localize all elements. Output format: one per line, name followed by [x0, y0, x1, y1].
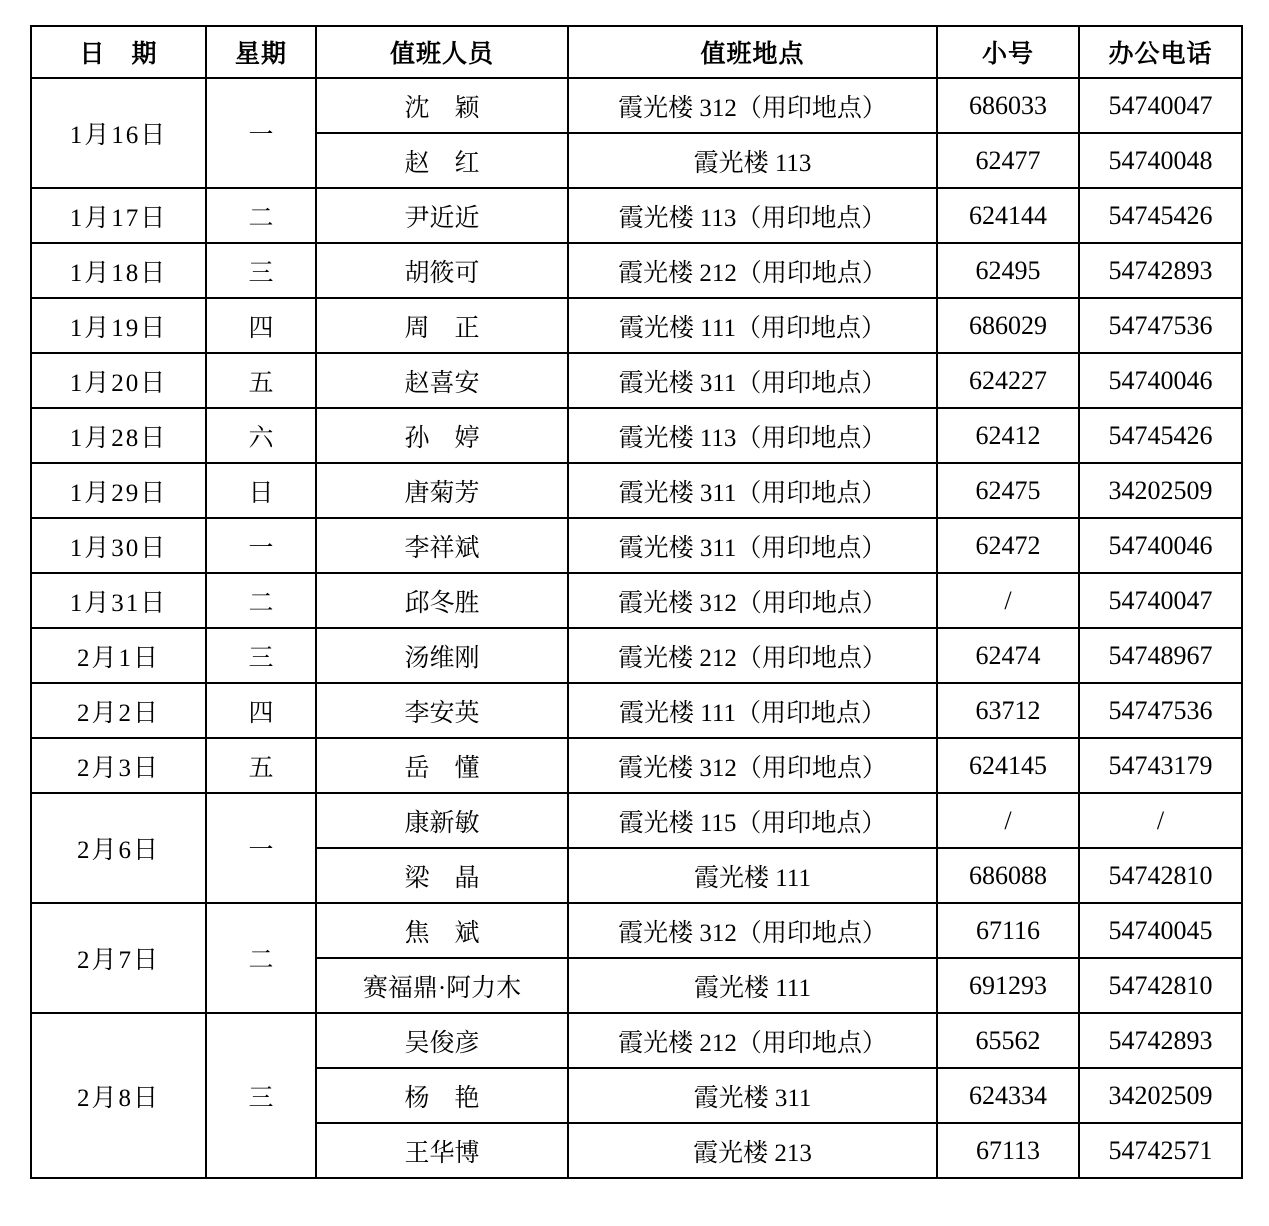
date-cell: 2月1日 — [31, 628, 206, 683]
location-cell: 霞光楼 212（用印地点） — [568, 1013, 937, 1068]
person-cell: 汤维刚 — [316, 628, 568, 683]
extension-cell: 624227 — [937, 353, 1079, 408]
extension-cell: 686029 — [937, 298, 1079, 353]
office-phone-cell: 54742810 — [1079, 848, 1242, 903]
location-cell: 霞光楼 311（用印地点） — [568, 353, 937, 408]
date-cell: 1月28日 — [31, 408, 206, 463]
person-cell: 赛福鼎·阿力木 — [316, 958, 568, 1013]
office-phone-cell: 54740048 — [1079, 133, 1242, 188]
table-row — [31, 793, 1242, 848]
extension-cell: 62412 — [937, 408, 1079, 463]
table-row — [31, 298, 1242, 353]
table-row — [31, 353, 1242, 408]
extension-cell: 624334 — [937, 1068, 1079, 1123]
location-cell: 霞光楼 115（用印地点） — [568, 793, 937, 848]
duty-roster-body — [31, 78, 1242, 1178]
header-date: 日 期 — [31, 26, 206, 78]
office-phone-cell: 54740047 — [1079, 573, 1242, 628]
extension-cell: 62475 — [937, 463, 1079, 518]
extension-cell: 62495 — [937, 243, 1079, 298]
date-cell: 1月29日 — [31, 463, 206, 518]
location-cell: 霞光楼 111（用印地点） — [568, 683, 937, 738]
date-cell: 2月7日 — [31, 903, 206, 1013]
date-cell: 2月2日 — [31, 683, 206, 738]
person-cell: 赵喜安 — [316, 353, 568, 408]
office-phone-cell: 54740046 — [1079, 518, 1242, 573]
table-row — [31, 628, 1242, 683]
office-phone-cell: 54740045 — [1079, 903, 1242, 958]
office-phone-cell: 54742893 — [1079, 243, 1242, 298]
table-row — [31, 683, 1242, 738]
location-cell: 霞光楼 312（用印地点） — [568, 738, 937, 793]
date-cell: 1月18日 — [31, 243, 206, 298]
person-cell: 李安英 — [316, 683, 568, 738]
date-cell: 1月19日 — [31, 298, 206, 353]
table-header — [31, 26, 1242, 78]
extension-cell: 62477 — [937, 133, 1079, 188]
office-phone-cell: 54747536 — [1079, 683, 1242, 738]
location-cell: 霞光楼 111 — [568, 848, 937, 903]
office-phone-cell: 54742893 — [1079, 1013, 1242, 1068]
weekday-cell: 二 — [206, 573, 316, 628]
office-phone-cell: 34202509 — [1079, 463, 1242, 518]
person-cell: 李祥斌 — [316, 518, 568, 573]
table-row — [31, 738, 1242, 793]
location-cell: 霞光楼 213 — [568, 1123, 937, 1178]
office-phone-cell: 54747536 — [1079, 298, 1242, 353]
header-office-phone: 办公电话 — [1079, 26, 1242, 78]
date-cell: 1月31日 — [31, 573, 206, 628]
table-row — [31, 1013, 1242, 1068]
extension-cell: 67116 — [937, 903, 1079, 958]
office-phone-cell: 54742810 — [1079, 958, 1242, 1013]
office-phone-cell: 54740047 — [1079, 78, 1242, 133]
extension-cell: 624145 — [937, 738, 1079, 793]
weekday-cell: 三 — [206, 243, 316, 298]
location-cell: 霞光楼 111 — [568, 958, 937, 1013]
weekday-cell: 二 — [206, 903, 316, 1013]
weekday-cell: 四 — [206, 683, 316, 738]
person-cell: 王华博 — [316, 1123, 568, 1178]
extension-cell: / — [937, 793, 1079, 848]
weekday-cell: 五 — [206, 353, 316, 408]
extension-cell: 62472 — [937, 518, 1079, 573]
extension-cell: 65562 — [937, 1013, 1079, 1068]
header-person: 值班人员 — [316, 26, 568, 78]
person-cell: 赵 红 — [316, 133, 568, 188]
weekday-cell: 二 — [206, 188, 316, 243]
location-cell: 霞光楼 312（用印地点） — [568, 78, 937, 133]
date-cell: 1月17日 — [31, 188, 206, 243]
extension-cell: / — [937, 573, 1079, 628]
table-row — [31, 78, 1242, 133]
office-phone-cell: 54748967 — [1079, 628, 1242, 683]
header-location: 值班地点 — [568, 26, 937, 78]
location-cell: 霞光楼 113（用印地点） — [568, 188, 937, 243]
table-row — [31, 243, 1242, 298]
location-cell: 霞光楼 113（用印地点） — [568, 408, 937, 463]
extension-cell: 691293 — [937, 958, 1079, 1013]
location-cell: 霞光楼 113 — [568, 133, 937, 188]
weekday-cell: 五 — [206, 738, 316, 793]
duty-roster-table — [30, 25, 1243, 1179]
office-phone-cell: 34202509 — [1079, 1068, 1242, 1123]
weekday-cell: 日 — [206, 463, 316, 518]
person-cell: 唐菊芳 — [316, 463, 568, 518]
weekday-cell: 四 — [206, 298, 316, 353]
date-cell: 1月20日 — [31, 353, 206, 408]
person-cell: 康新敏 — [316, 793, 568, 848]
location-cell: 霞光楼 212（用印地点） — [568, 243, 937, 298]
extension-cell: 67113 — [937, 1123, 1079, 1178]
date-cell: 1月30日 — [31, 518, 206, 573]
table-row — [31, 903, 1242, 958]
weekday-cell: 六 — [206, 408, 316, 463]
person-cell: 焦 斌 — [316, 903, 568, 958]
person-cell: 胡筱可 — [316, 243, 568, 298]
date-cell: 2月8日 — [31, 1013, 206, 1178]
table-row — [31, 463, 1242, 518]
weekday-cell: 一 — [206, 518, 316, 573]
office-phone-cell: 54740046 — [1079, 353, 1242, 408]
person-cell: 杨 艳 — [316, 1068, 568, 1123]
location-cell: 霞光楼 311（用印地点） — [568, 518, 937, 573]
extension-cell: 62474 — [937, 628, 1079, 683]
extension-cell: 686088 — [937, 848, 1079, 903]
office-phone-cell: 54745426 — [1079, 408, 1242, 463]
location-cell: 霞光楼 312（用印地点） — [568, 573, 937, 628]
person-cell: 孙 婷 — [316, 408, 568, 463]
person-cell: 岳 懂 — [316, 738, 568, 793]
table-row — [31, 518, 1242, 573]
weekday-cell: 三 — [206, 1013, 316, 1178]
date-cell: 2月3日 — [31, 738, 206, 793]
location-cell: 霞光楼 311（用印地点） — [568, 463, 937, 518]
header-extension: 小号 — [937, 26, 1079, 78]
office-phone-cell: / — [1079, 793, 1242, 848]
weekday-cell: 一 — [206, 78, 316, 188]
person-cell: 吴俊彦 — [316, 1013, 568, 1068]
person-cell: 周 正 — [316, 298, 568, 353]
table-row — [31, 408, 1242, 463]
weekday-cell: 一 — [206, 793, 316, 903]
person-cell: 邱冬胜 — [316, 573, 568, 628]
person-cell: 尹近近 — [316, 188, 568, 243]
location-cell: 霞光楼 311 — [568, 1068, 937, 1123]
extension-cell: 624144 — [937, 188, 1079, 243]
weekday-cell: 三 — [206, 628, 316, 683]
location-cell: 霞光楼 312（用印地点） — [568, 903, 937, 958]
office-phone-cell: 54745426 — [1079, 188, 1242, 243]
date-cell: 1月16日 — [31, 78, 206, 188]
office-phone-cell: 54743179 — [1079, 738, 1242, 793]
location-cell: 霞光楼 111（用印地点） — [568, 298, 937, 353]
extension-cell: 686033 — [937, 78, 1079, 133]
date-cell: 2月6日 — [31, 793, 206, 903]
location-cell: 霞光楼 212（用印地点） — [568, 628, 937, 683]
office-phone-cell: 54742571 — [1079, 1123, 1242, 1178]
header-weekday: 星期 — [206, 26, 316, 78]
extension-cell: 63712 — [937, 683, 1079, 738]
person-cell: 沈 颖 — [316, 78, 568, 133]
person-cell: 梁 晶 — [316, 848, 568, 903]
table-row — [31, 573, 1242, 628]
header-row — [31, 26, 1242, 78]
table-row — [31, 188, 1242, 243]
